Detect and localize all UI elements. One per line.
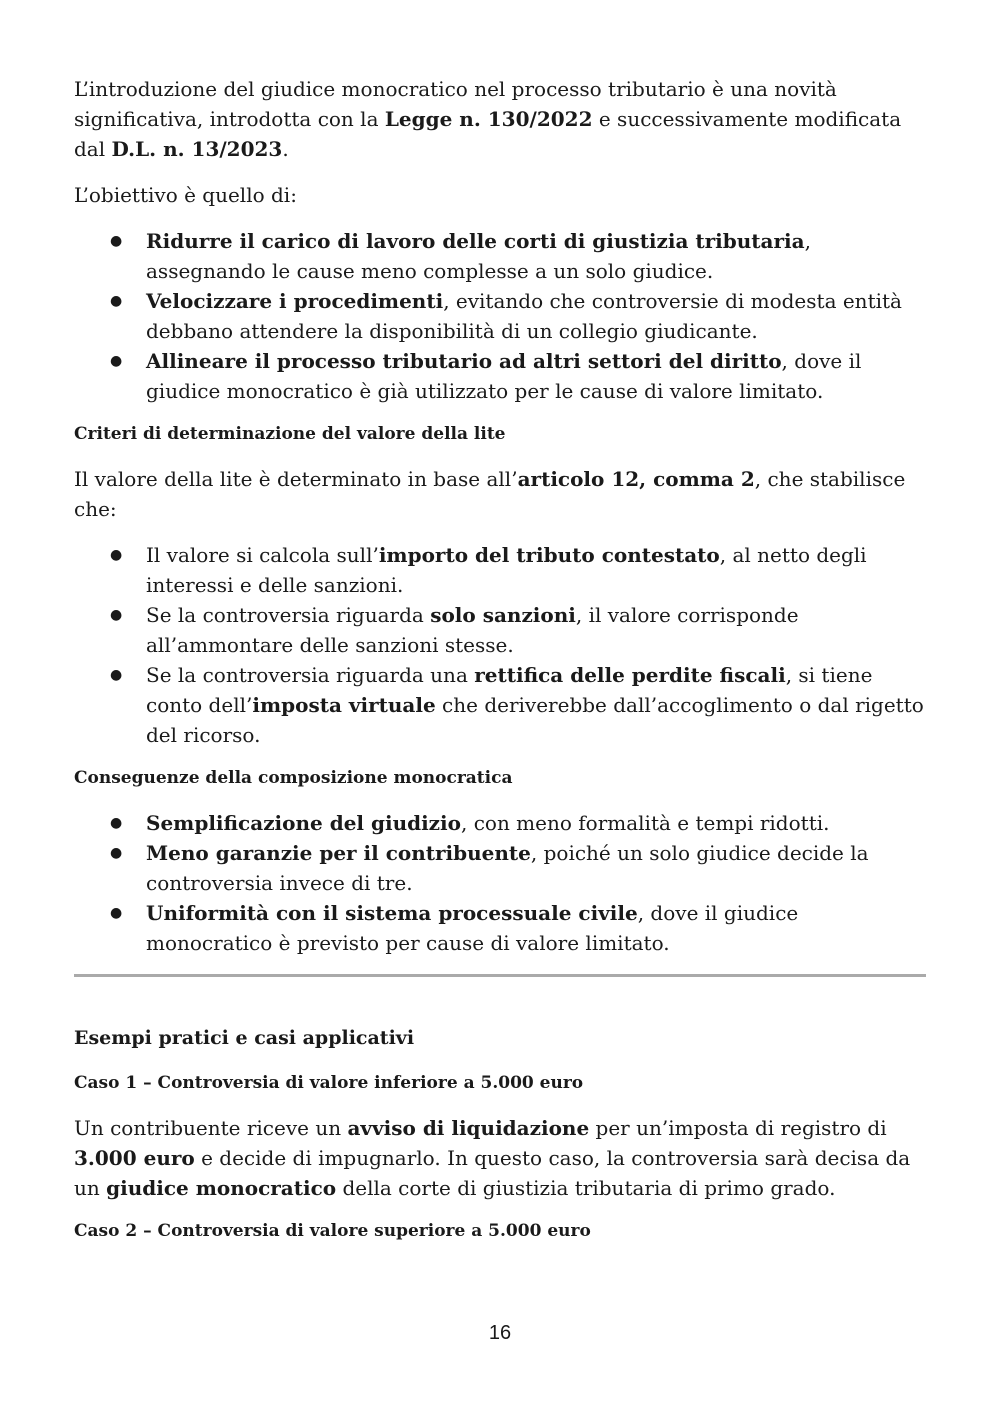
objectives-list [74, 226, 926, 406]
intro-paragraph: L’introduzione del giudice monocratico nel processo tributario è una novità significativa, introdotta con la Legge n. 130/2022 e successivamente modificata dal D.L. n. 13/2023. [74, 77, 902, 161]
document-page [74, 74, 926, 1261]
consequences-heading: Conseguenze della composizione monocratica [74, 768, 513, 788]
criteria-list [74, 540, 926, 750]
list-item: ● Il valore si calcola sull’importo del tributo contestato, al netto degli interessi e delle sanzioni. [74, 540, 926, 600]
list-item: ● Semplificazione del giudizio, con meno formalità e tempi ridotti. [74, 808, 926, 838]
list-item: ● Se la controversia riguarda solo sanzioni, il valore corrisponde all’ammontare delle sanzioni stesse. [74, 600, 926, 660]
bullet-icon: ● [110, 547, 123, 563]
objectives-intro: L’obiettivo è quello di: [74, 183, 297, 207]
case-1-heading: Caso 1 – Controversia di valore inferiore a 5.000 euro [74, 1073, 584, 1093]
consequences-list [74, 808, 926, 958]
page-number: 16 [488, 1322, 512, 1344]
list-item: ● Ridurre il carico di lavoro delle corti di giustizia tributaria, assegnando le cause meno complesse a un solo giudice. [74, 226, 926, 286]
list-item: ● Allineare il processo tributario ad altri settori del diritto, dove il giudice monocratico è già utilizzato per le cause di valore limitato. [74, 346, 926, 406]
list-item: ● Se la controversia riguarda una rettifica delle perdite fiscali, si tiene conto dell’imposta virtuale che deriverebbe dall’accoglimento o dal rigetto del ricorso. [74, 660, 926, 750]
bullet-icon: ● [110, 845, 123, 861]
list-item: ● Meno garanzie per il contribuente, poiché un solo giudice decide la controversia invece di tre. [74, 838, 926, 898]
case-1-text: Un contribuente riceve un avviso di liquidazione per un’imposta di registro di 3.000 euro e decide di impugnarlo. In questo caso, la controversia sarà decisa da un giudice monocratico della corte di giustizia tributaria di primo grado. [74, 1116, 911, 1200]
criteria-intro: Il valore della lite è determinato in base all’articolo 12, comma 2, che stabilisce che: [74, 467, 906, 521]
bullet-icon: ● [110, 905, 123, 921]
bullet-icon: ● [110, 607, 123, 623]
section-divider [74, 974, 926, 977]
examples-heading: Esempi pratici e casi applicativi [74, 1027, 415, 1049]
bullet-icon: ● [110, 353, 123, 369]
case-2-heading: Caso 2 – Controversia di valore superiore a 5.000 euro [74, 1221, 591, 1241]
bullet-icon: ● [110, 815, 123, 831]
decree-reference: D.L. n. 13/2023 [111, 137, 283, 161]
list-item: ● Uniformità con il sistema processuale civile, dove il giudice monocratico è previsto per cause di valore limitato. [74, 898, 926, 958]
bullet-icon: ● [110, 233, 123, 249]
bullet-icon: ● [110, 667, 123, 683]
criteria-heading: Criteri di determinazione del valore della lite [74, 424, 506, 444]
bullet-icon: ● [110, 293, 123, 309]
list-item: ● Velocizzare i procedimenti, evitando che controversie di modesta entità debbano attendere la disponibilità di un collegio giudicante. [74, 286, 926, 346]
law-reference: Legge n. 130/2022 [384, 107, 593, 131]
